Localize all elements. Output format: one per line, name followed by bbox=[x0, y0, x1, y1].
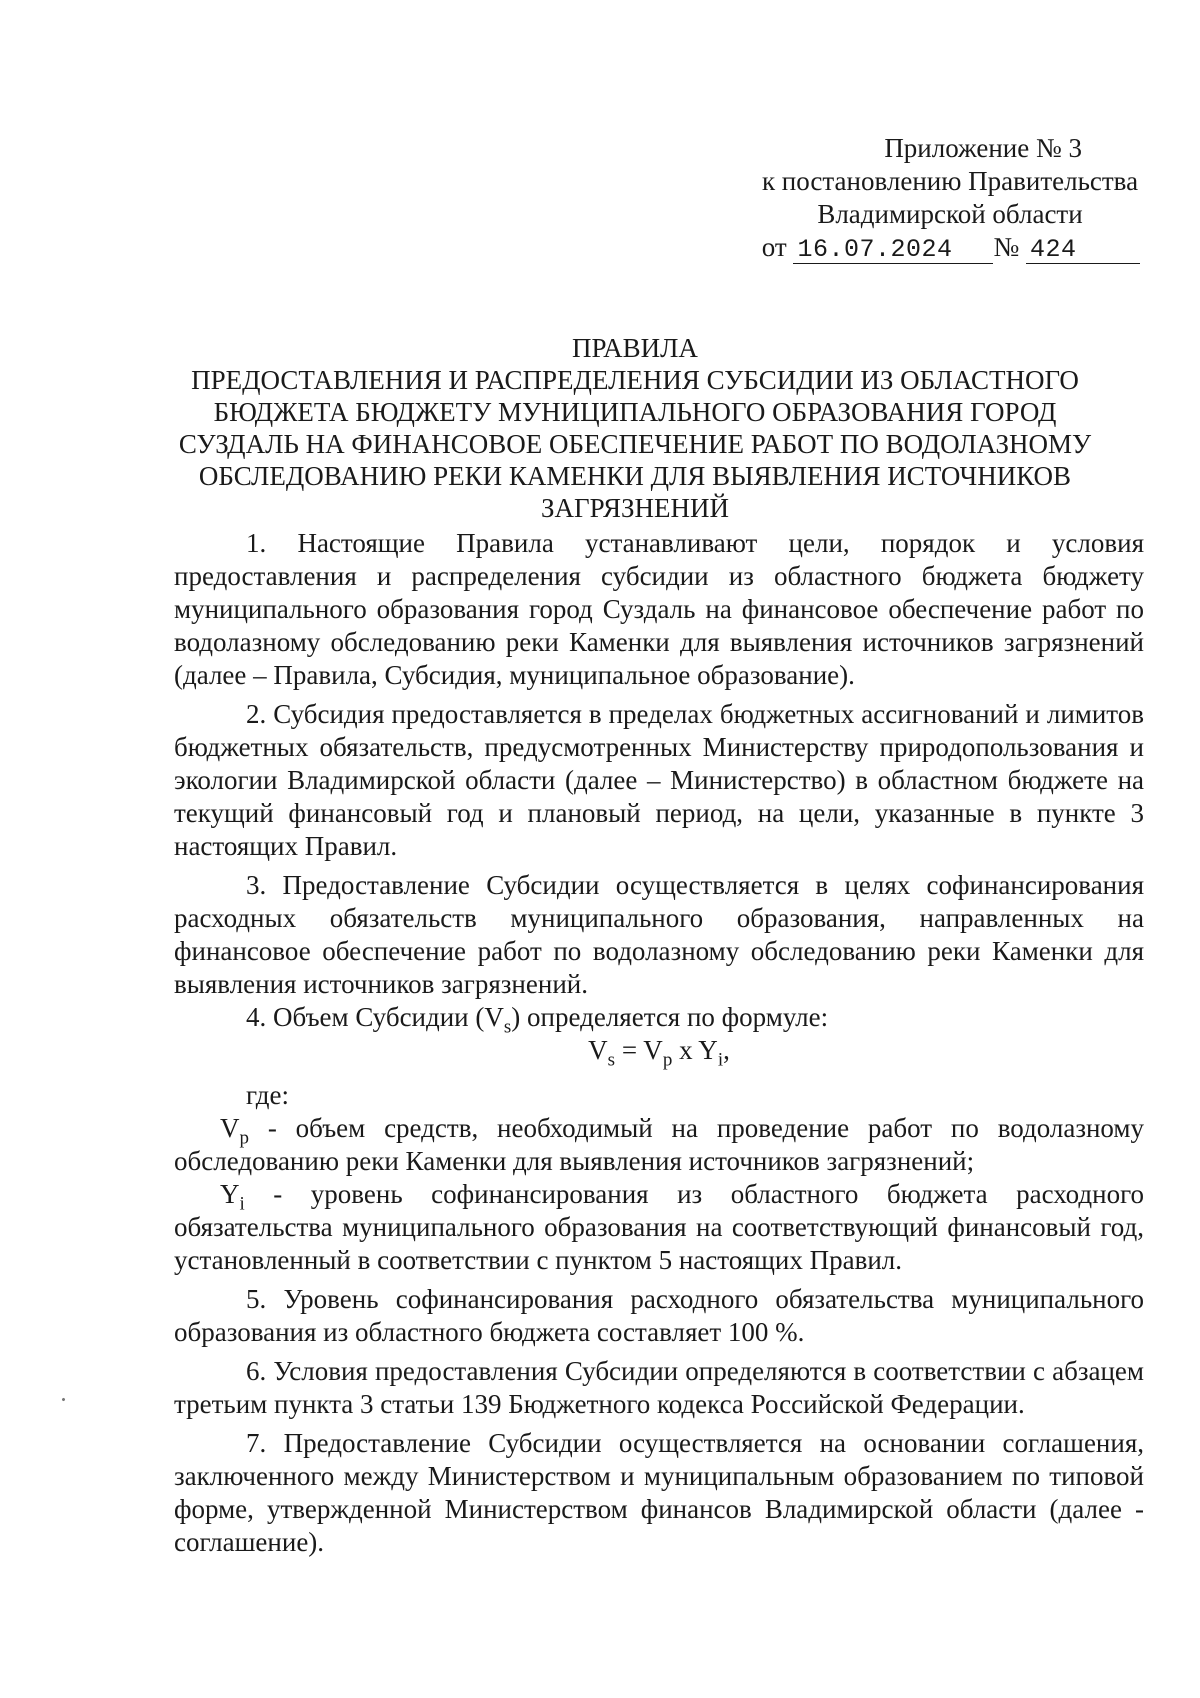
date-value: 16.07.2024 bbox=[793, 237, 993, 264]
vp-definition bbox=[174, 1112, 1144, 1178]
heading-line: ОБСЛЕДОВАНИЮ РЕКИ КАМЕНКИ ДЛЯ ВЫЯВЛЕНИЯ ИСТОЧНИКОВ bbox=[198, 461, 1072, 491]
vp-symbol: V bbox=[220, 1113, 240, 1143]
formula-eq: = V bbox=[615, 1035, 663, 1065]
p4-text-end: ) определяется по формуле: bbox=[511, 1002, 829, 1032]
heading-line: СУЗДАЛЬ НА ФИНАНСОВОЕ ОБЕСПЕЧЕНИЕ РАБОТ ПО ВОДОЛАЗНОМУ bbox=[178, 429, 1092, 459]
number-value: 424 bbox=[1026, 237, 1140, 264]
number-prefix: № bbox=[993, 232, 1020, 262]
yi-symbol: Y bbox=[220, 1179, 240, 1209]
heading-title: ПРАВИЛА bbox=[572, 333, 698, 363]
yi-definition bbox=[174, 1178, 1144, 1277]
yi-text: - уровень софинансирования из областного бюджета расходного обязательства муниципального образования на соответствующий финансовый год, установленный в соответствии с пунктом 5 настоящих Правил. bbox=[174, 1179, 1144, 1275]
paragraph-5: 5. Уровень софинансирования расходного обязательства муниципального образования из областного бюджета составляет 100 %. bbox=[174, 1284, 1144, 1347]
paragraph-2: 2. Субсидия предоставляется в пределах бюджетных ассигнований и лимитов бюджетных обязательств, предусмотренных Министерству природопользования и экологии Владимирской области (далее – Министерство) в областном бюджете на текущий финансовый год и плановый период, на цели, указанные в пункте 3 настоящих Правил. bbox=[174, 699, 1144, 861]
scan-speck bbox=[61, 1397, 65, 1401]
formula-v: V bbox=[588, 1035, 608, 1065]
appendix-date-line bbox=[760, 231, 1140, 264]
document-body bbox=[174, 527, 1144, 1559]
vp-subscript: p bbox=[239, 1127, 249, 1149]
formula-end: , bbox=[723, 1035, 730, 1065]
paragraph-6: 6. Условия предоставления Субсидии определяются в соответствии с абзацем третьим пункта 3 статьи 139 Бюджетного кодекса Российской Федерации. bbox=[174, 1356, 1144, 1419]
heading-line: БЮДЖЕТА БЮДЖЕТУ МУНИЦИПАЛЬНОГО ОБРАЗОВАНИЯ ГОРОД bbox=[213, 397, 1057, 427]
appendix-block bbox=[760, 132, 1140, 264]
formula-sub-s: s bbox=[607, 1049, 616, 1071]
formula bbox=[174, 1034, 1144, 1071]
formula-sub-p: p bbox=[662, 1049, 673, 1071]
appendix-region: Владимирской области bbox=[817, 199, 1083, 229]
formula-times: x Y bbox=[672, 1035, 718, 1065]
date-prefix: от bbox=[761, 232, 787, 262]
vp-text: - объем средств, необходимый на проведение работ по водолазному обследованию реки Каменки для выявления источников загрязнений; bbox=[174, 1113, 1144, 1176]
where-label: где: bbox=[246, 1080, 289, 1110]
appendix-title: Приложение № 3 bbox=[884, 133, 1082, 163]
formula-sub-i: i bbox=[717, 1049, 724, 1071]
appendix-resolution: к постановлению Правительства bbox=[761, 166, 1139, 196]
p4-text: 4. Объем Субсидии (V bbox=[246, 1002, 504, 1032]
document-heading bbox=[170, 332, 1100, 524]
heading-line: ПРЕДОСТАВЛЕНИЯ И РАСПРЕДЕЛЕНИЯ СУБСИДИИ ИЗ ОБЛАСТНОГО bbox=[191, 365, 1079, 395]
p4-subscript: s bbox=[503, 1016, 512, 1038]
yi-subscript: i bbox=[239, 1193, 245, 1215]
heading-line: ЗАГРЯЗНЕНИЙ bbox=[541, 493, 729, 523]
paragraph-4 bbox=[174, 1001, 1144, 1038]
paragraph-1: 1. Настоящие Правила устанавливают цели, порядок и условия предоставления и распределения субсидии из областного бюджета бюджету муниципального образования город Суздаль на финансовое обеспечение работ по водолазному обследованию реки Каменки для выявления источников загрязнений (далее – Правила, Субсидия, муниципальное образование). bbox=[174, 528, 1144, 690]
paragraph-3: 3. Предоставление Субсидии осуществляется в целях софинансирования расходных обязательств муниципального образования, направленных на финансовое обеспечение работ по водолазному обследованию реки Каменки для выявления источников загрязнений. bbox=[174, 870, 1144, 999]
paragraph-7: 7. Предоставление Субсидии осуществляется на основании соглашения, заключенного между Министерством и муниципальным образованием по типовой форме, утвержденной Министерством финансов Владимирской области (далее - соглашение). bbox=[174, 1428, 1144, 1557]
